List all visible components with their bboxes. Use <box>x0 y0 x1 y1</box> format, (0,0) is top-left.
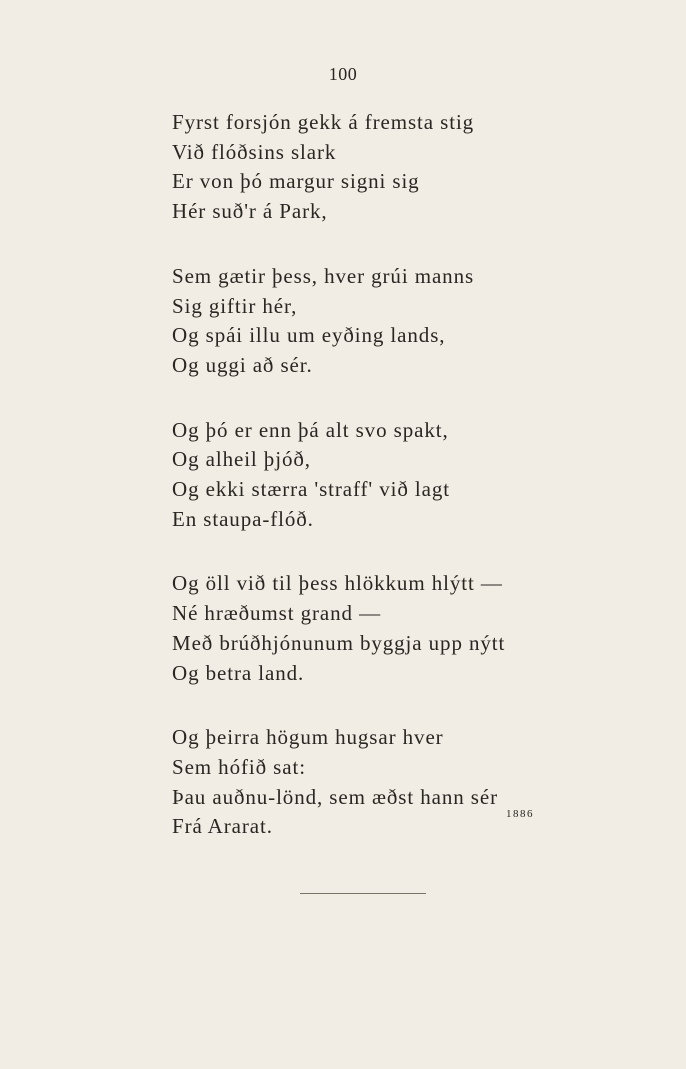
poem-line: Né hræðumst grand — <box>172 601 381 626</box>
poem-date: 1886 <box>506 808 534 820</box>
poem-line: Sem gætir þess, hver grúi manns <box>172 263 475 288</box>
poem-line: Sem hófið sat: <box>172 754 306 779</box>
poem-line: Og uggi að sér. <box>172 352 313 377</box>
page-number: 100 <box>328 64 358 84</box>
poem-line: Og ekki stærra 'straff' við lagt <box>172 477 451 502</box>
poem <box>172 108 592 877</box>
poem-line: Frá Ararat. <box>172 814 273 839</box>
poem-line: Og þó er enn þá alt svo spakt, <box>172 417 449 442</box>
poem-line: Hér suð'r á Park, <box>172 199 328 224</box>
section-divider <box>300 893 426 894</box>
poem-line: Og þeirra högum hugsar hver <box>172 725 444 750</box>
stanza-5 <box>172 723 592 842</box>
poem-line: Þau auðnu-lönd, sem æðst hann sér <box>172 784 498 809</box>
stanza-2 <box>172 262 592 381</box>
poem-line: Og alheil þjóð, <box>172 447 311 472</box>
stanza-3 <box>172 416 592 535</box>
poem-line: Með brúðhjónunum byggja upp nýtt <box>172 630 506 655</box>
stanza-4 <box>172 569 592 688</box>
poem-line: Fyrst forsjón gekk á fremsta stig <box>172 110 475 134</box>
poem-line: Við flóðsins slark <box>172 139 337 164</box>
poem-line: Og spái illu um eyðing lands, <box>172 323 446 348</box>
poem-line: Er von þó margur signi sig <box>172 169 420 194</box>
poem-line: En staupa-flóð. <box>172 506 314 531</box>
poem-line: Sig giftir hér, <box>172 293 298 318</box>
poem-line: Og öll við til þess hlökkum hlýtt — <box>172 571 503 596</box>
poem-line: Og betra land. <box>172 660 305 685</box>
stanza-1 <box>172 108 592 227</box>
